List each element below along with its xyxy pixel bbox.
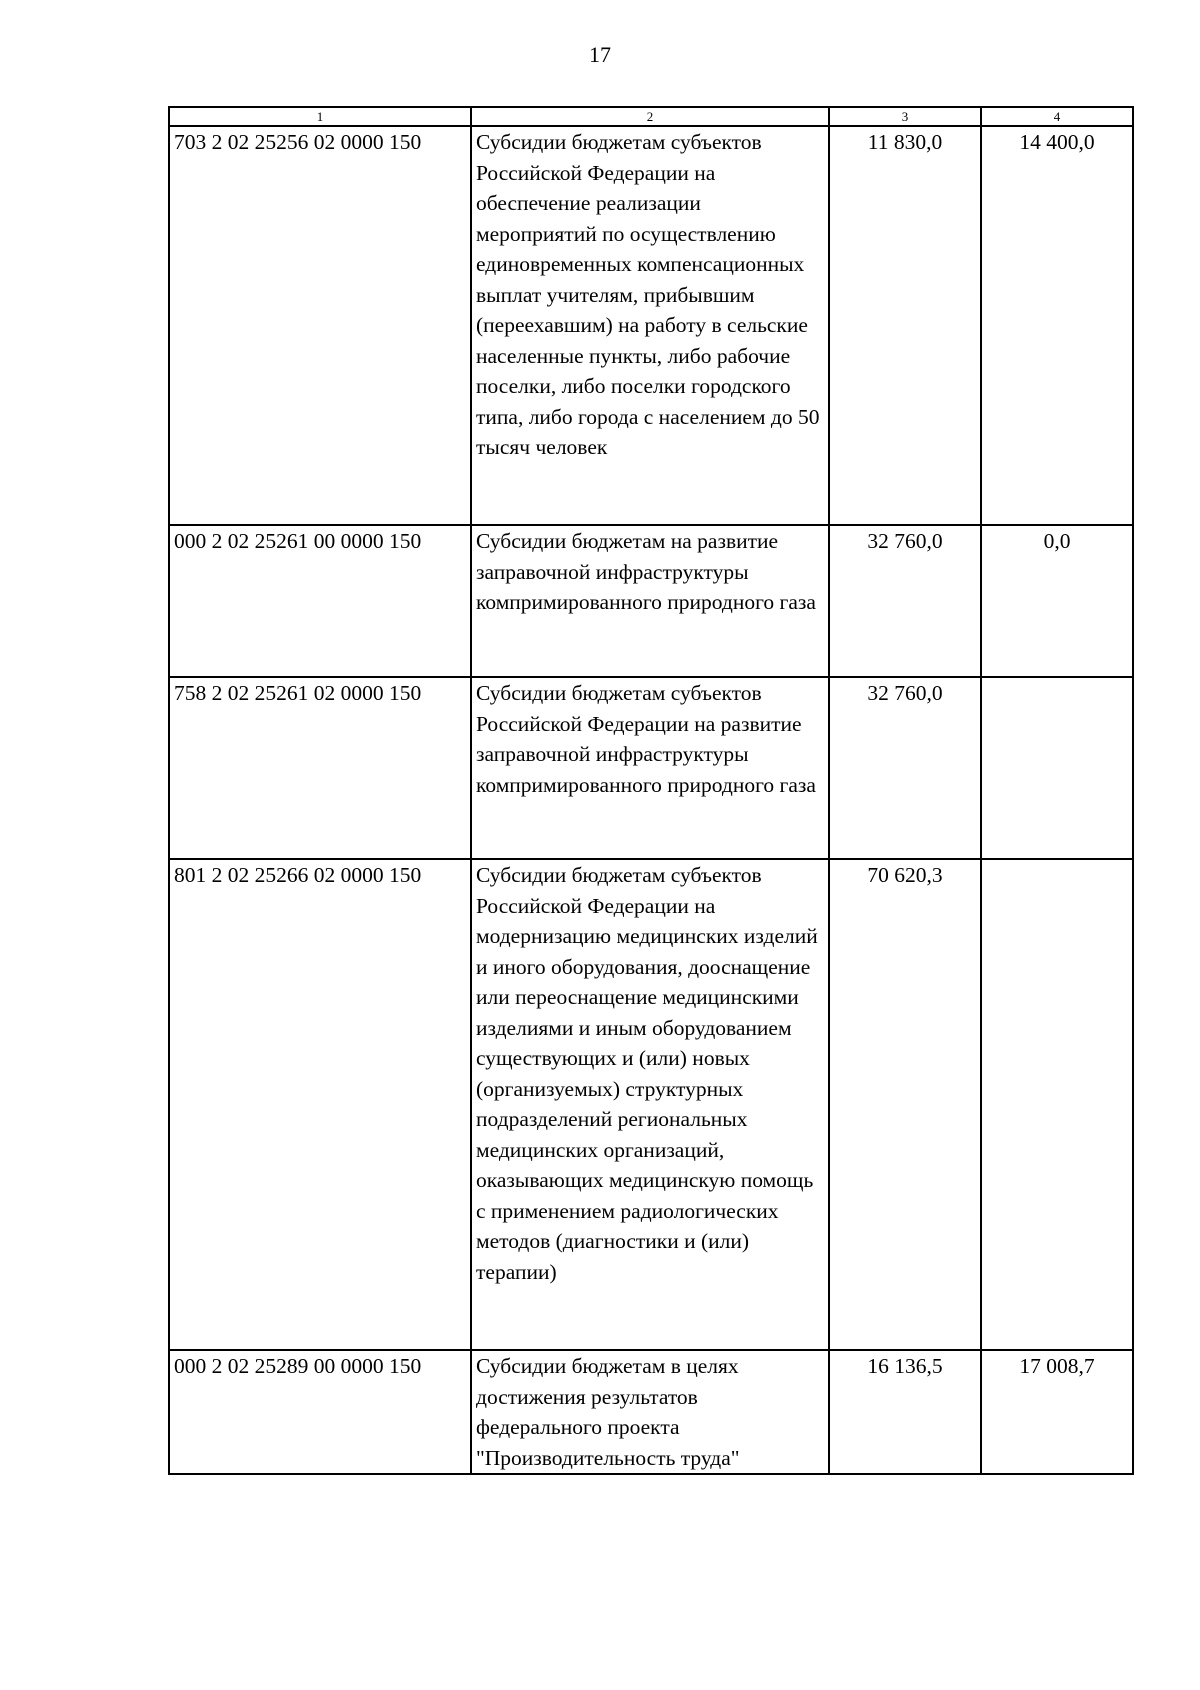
amount-cell-col4: 14 400,0	[981, 126, 1133, 525]
amount-cell-col3: 70 620,3	[829, 859, 981, 1350]
column-header-2: 2	[471, 107, 829, 126]
budget-code-cell: 801 2 02 25266 02 0000 150	[169, 859, 471, 1350]
description-cell: Субсидии бюджетам в целях достижения результатов федерального проекта "Производительность труда"	[471, 1350, 829, 1474]
amount-cell-col4	[981, 677, 1133, 859]
description-cell: Субсидии бюджетам на развитие заправочной инфраструктуры компримированного природного газа	[471, 525, 829, 677]
amount-cell-col3: 32 760,0	[829, 525, 981, 677]
amount-cell-col4: 17 008,7	[981, 1350, 1133, 1474]
amount-cell-col3: 32 760,0	[829, 677, 981, 859]
budget-code-cell: 758 2 02 25261 02 0000 150	[169, 677, 471, 859]
amount-cell-col4	[981, 859, 1133, 1350]
table-header-row	[169, 107, 1133, 126]
description-cell: Субсидии бюджетам субъектов Российской Федерации на обеспечение реализации мероприятий по осуществлению единовременных компенсационных выплат учителям, прибывшим (переехавшим) на работу в сельские населенные пункты, либо рабочие поселки, либо поселки городского типа, либо города с населением до 50 тысяч человек	[471, 126, 829, 525]
table-row	[169, 1350, 1133, 1474]
budget-code-cell: 000 2 02 25261 00 0000 150	[169, 525, 471, 677]
amount-cell-col3: 11 830,0	[829, 126, 981, 525]
table-row	[169, 525, 1133, 677]
budget-code-cell: 703 2 02 25256 02 0000 150	[169, 126, 471, 525]
description-cell: Субсидии бюджетам субъектов Российской Федерации на модернизацию медицинских изделий и иного оборудования, дооснащение или переоснащение медицинскими изделиями и иным оборудованием существующих и (или) новых (организуемых) структурных подразделений региональных медицинских организаций, оказывающих медицинскую помощь с применением радиологических методов (диагностики и (или) терапии)	[471, 859, 829, 1350]
table-row	[169, 859, 1133, 1350]
column-header-4: 4	[981, 107, 1133, 126]
amount-cell-col3: 16 136,5	[829, 1350, 981, 1474]
budget-revenue-table	[168, 106, 1134, 1475]
description-cell: Субсидии бюджетам субъектов Российской Федерации на развитие заправочной инфраструктуры компримированного природного газа	[471, 677, 829, 859]
column-header-3: 3	[829, 107, 981, 126]
page-number: 17	[589, 42, 611, 67]
amount-cell-col4: 0,0	[981, 525, 1133, 677]
budget-code-cell: 000 2 02 25289 00 0000 150	[169, 1350, 471, 1474]
table-row	[169, 677, 1133, 859]
table-row	[169, 126, 1133, 525]
column-header-1: 1	[169, 107, 471, 126]
